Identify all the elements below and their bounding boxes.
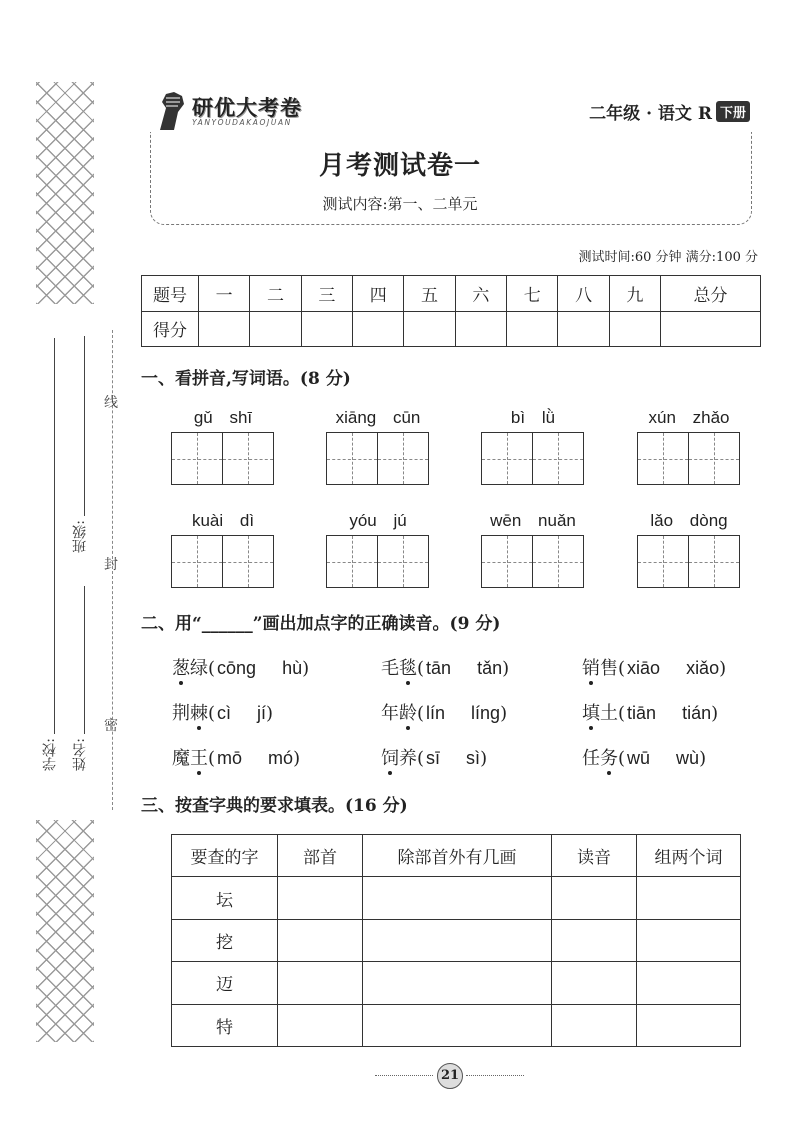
- pinyin-word-group: [326, 408, 430, 485]
- answer-cell[interactable]: [278, 919, 363, 961]
- page-rule-right: [466, 1075, 524, 1076]
- answer-cell[interactable]: [637, 1004, 741, 1046]
- seal-char-line: 线: [104, 395, 118, 411]
- writing-cell[interactable]: [327, 536, 377, 587]
- lookup-character: 特: [172, 1004, 278, 1046]
- writing-cell[interactable]: [327, 433, 377, 484]
- pinyin-option-b[interactable]: xiǎo: [686, 658, 720, 678]
- section2-title: 二、用“______”画出加点字的正确读音。(9 分): [141, 614, 501, 634]
- writing-cell[interactable]: [482, 433, 532, 484]
- reading-item: 填土( tiān tián): [582, 703, 719, 724]
- word-character: 魔: [172, 748, 190, 769]
- writing-grid[interactable]: [326, 432, 429, 485]
- reading-item: 销售( xiāo xiǎo): [582, 658, 727, 679]
- score-header-cell: 题号: [142, 276, 199, 312]
- reading-item: 饲养( sī sì): [381, 748, 488, 769]
- word-character: 任: [582, 748, 600, 769]
- score-header-cell: 三: [301, 276, 352, 312]
- pinyin-option-b[interactable]: wù: [676, 748, 700, 768]
- writing-cell[interactable]: [482, 536, 532, 587]
- score-cell[interactable]: [507, 311, 558, 347]
- class-write-line[interactable]: [84, 336, 85, 516]
- writing-grid[interactable]: [326, 535, 429, 588]
- dotted-character: 销: [582, 658, 600, 679]
- reading-item: 任务( wū wù): [582, 748, 707, 769]
- writing-grid[interactable]: [171, 535, 274, 588]
- answer-cell[interactable]: [363, 919, 552, 961]
- score-header-cell: 五: [404, 276, 455, 312]
- section1-title: 一、看拼音,写词语。(8 分): [141, 369, 351, 389]
- score-header-cell: 二: [250, 276, 301, 312]
- score-cell[interactable]: [609, 311, 660, 347]
- logo-title: 研优大考卷: [192, 96, 302, 120]
- pinyin-word-group: [326, 511, 430, 588]
- time-info: 测试时间:60 分钟 满分:100 分: [578, 250, 758, 265]
- school-write-line[interactable]: [54, 338, 55, 734]
- pinyin-option-a[interactable]: xiāo: [627, 658, 661, 678]
- brand-logo: [152, 88, 322, 132]
- score-header-cell: 总分: [661, 276, 761, 312]
- reading-item: 葱绿( cōng hù): [172, 658, 310, 679]
- answer-cell[interactable]: [552, 877, 637, 919]
- pinyin-word-group: [171, 408, 275, 485]
- word-character: 土: [600, 703, 618, 724]
- answer-cell[interactable]: [637, 919, 741, 961]
- score-cell[interactable]: [250, 311, 301, 347]
- writing-cell[interactable]: [638, 536, 688, 587]
- word-character: 绿: [190, 658, 208, 679]
- pinyin-text: kuài dì: [191, 511, 255, 530]
- dictionary-header-cell: 除部首外有几画: [363, 835, 552, 877]
- pinyin-option-a[interactable]: tān: [426, 658, 452, 678]
- writing-cell[interactable]: [638, 433, 688, 484]
- word-character: 售: [600, 658, 618, 679]
- score-header-cell: 九: [609, 276, 660, 312]
- seal-char-seal: 封: [104, 557, 118, 573]
- class-label: 班级:: [72, 520, 88, 553]
- score-cell[interactable]: [455, 311, 506, 347]
- reading-item: 魔王( mō mó): [172, 748, 301, 769]
- writing-cell[interactable]: [688, 536, 739, 587]
- score-cell[interactable]: [301, 311, 352, 347]
- table-row: [172, 919, 741, 961]
- answer-cell[interactable]: [552, 962, 637, 1004]
- answer-cell[interactable]: [637, 962, 741, 1004]
- writing-grid[interactable]: [481, 535, 584, 588]
- section3-title: 三、按查字典的要求填表。(16 分): [141, 796, 408, 816]
- grade-subject: [589, 99, 750, 124]
- dictionary-header-row: [172, 835, 741, 877]
- writing-grid[interactable]: [171, 432, 274, 485]
- dictionary-header-cell: 部首: [278, 835, 363, 877]
- pinyin-option-a[interactable]: mō: [217, 748, 243, 768]
- pinyin-word-group: [637, 511, 741, 588]
- word-character: 年: [381, 703, 399, 724]
- pinyin-text: wēn nuǎn: [490, 511, 576, 530]
- school-label: 学校:: [42, 738, 58, 771]
- writing-cell[interactable]: [377, 536, 428, 587]
- binding-pattern-bottom: [36, 820, 94, 1042]
- writing-cell[interactable]: [172, 536, 222, 587]
- pinyin-text: xún zhǎo: [648, 408, 730, 427]
- pinyin-text: bì lǜ: [510, 408, 556, 427]
- page-number: 21: [437, 1063, 463, 1089]
- answer-cell[interactable]: [552, 1004, 637, 1046]
- dotted-character: 填: [582, 703, 600, 724]
- answer-cell[interactable]: [278, 1004, 363, 1046]
- pinyin-word-group: [481, 408, 585, 485]
- writing-cell[interactable]: [532, 536, 583, 587]
- score-row-label: 得分: [142, 311, 199, 347]
- lookup-character: 坛: [172, 877, 278, 919]
- volume-badge: 下册: [716, 101, 750, 122]
- writing-cell[interactable]: [222, 433, 273, 484]
- pinyin-text: yóu jú: [349, 511, 407, 530]
- page-title: 月考测试卷一: [318, 151, 481, 181]
- answer-cell[interactable]: [363, 877, 552, 919]
- word-character: 荆: [172, 703, 190, 724]
- reading-item: 年龄( lín líng): [381, 703, 508, 724]
- table-row: [172, 877, 741, 919]
- pinyin-word-group: [481, 511, 585, 588]
- page-subtitle: 测试内容:第一、二单元: [322, 195, 478, 213]
- score-header-cell: 七: [507, 276, 558, 312]
- answer-cell[interactable]: [278, 877, 363, 919]
- score-cell[interactable]: [404, 311, 455, 347]
- reading-item: 荆棘( cì jí): [172, 703, 274, 724]
- score-table: [141, 275, 761, 347]
- seal-char-secret: 密: [104, 718, 118, 734]
- pinyin-option-b[interactable]: sì: [466, 748, 481, 768]
- writing-grid[interactable]: [481, 432, 584, 485]
- writing-cell[interactable]: [688, 433, 739, 484]
- score-header-cell: 四: [353, 276, 404, 312]
- dictionary-header-cell: 要查的字: [172, 835, 278, 877]
- score-table-score-row: [142, 311, 761, 347]
- word-character: 毛: [381, 658, 399, 679]
- fist-icon: [152, 88, 192, 132]
- table-row: [172, 962, 741, 1004]
- answer-cell[interactable]: [278, 962, 363, 1004]
- pinyin-option-b[interactable]: tián: [682, 703, 712, 723]
- logo-subtitle: YANYOUDAKAOJUAN: [192, 118, 292, 127]
- page-rule-left: [375, 1075, 433, 1076]
- score-cell[interactable]: [558, 311, 609, 347]
- score-cell[interactable]: [199, 311, 250, 347]
- dotted-character: 王: [190, 748, 208, 769]
- writing-grid[interactable]: [637, 535, 740, 588]
- pinyin-option-b[interactable]: tǎn: [477, 658, 503, 678]
- score-header-cell: 一: [199, 276, 250, 312]
- pinyin-option-a[interactable]: cì: [217, 703, 232, 723]
- pinyin-word-group: [171, 511, 275, 588]
- writing-cell[interactable]: [377, 433, 428, 484]
- dotted-character: 龄: [399, 703, 417, 724]
- pinyin-option-a[interactable]: sī: [426, 748, 441, 768]
- dotted-character: 饲: [381, 748, 399, 769]
- answer-cell[interactable]: [637, 877, 741, 919]
- dictionary-table: [171, 834, 741, 1047]
- pinyin-option-a[interactable]: tiān: [627, 703, 657, 723]
- pinyin-option-b[interactable]: jí: [257, 703, 267, 723]
- name-label: 姓名:: [72, 738, 88, 771]
- writing-cell[interactable]: [172, 433, 222, 484]
- dotted-character: 务: [600, 748, 618, 769]
- answer-cell[interactable]: [363, 1004, 552, 1046]
- pinyin-option-a[interactable]: lín: [426, 703, 446, 723]
- score-table-header-row: [142, 276, 761, 312]
- score-cell[interactable]: [661, 311, 761, 347]
- writing-cell[interactable]: [532, 433, 583, 484]
- lookup-character: 迈: [172, 962, 278, 1004]
- dictionary-header-cell: 读音: [552, 835, 637, 877]
- score-cell[interactable]: [353, 311, 404, 347]
- word-character: 养: [399, 748, 417, 769]
- pinyin-option-b[interactable]: hù: [282, 658, 303, 678]
- table-row: [172, 1004, 741, 1046]
- pinyin-text: gǔ shī: [193, 408, 253, 427]
- pinyin-option-a[interactable]: wū: [627, 748, 651, 768]
- name-write-line[interactable]: [84, 586, 85, 734]
- answer-cell[interactable]: [552, 919, 637, 961]
- grade-subject-text: 二年级 · 语文 R: [589, 104, 712, 124]
- pinyin-option-b[interactable]: líng: [471, 703, 501, 723]
- pinyin-option-b[interactable]: mó: [268, 748, 294, 768]
- dotted-character: 毯: [399, 658, 417, 679]
- score-header-cell: 八: [558, 276, 609, 312]
- score-header-cell: 六: [455, 276, 506, 312]
- dictionary-header-cell: 组两个词: [637, 835, 741, 877]
- dotted-character: 棘: [190, 703, 208, 724]
- reading-item: 毛毯( tān tǎn): [381, 658, 510, 679]
- pinyin-word-group: [637, 408, 741, 485]
- pinyin-text: lǎo dòng: [650, 511, 728, 530]
- dotted-character: 葱: [172, 658, 190, 679]
- lookup-character: 挖: [172, 919, 278, 961]
- writing-cell[interactable]: [222, 536, 273, 587]
- pinyin-text: xiāng cūn: [335, 408, 421, 427]
- pinyin-option-a[interactable]: cōng: [217, 658, 257, 678]
- writing-grid[interactable]: [637, 432, 740, 485]
- answer-cell[interactable]: [363, 962, 552, 1004]
